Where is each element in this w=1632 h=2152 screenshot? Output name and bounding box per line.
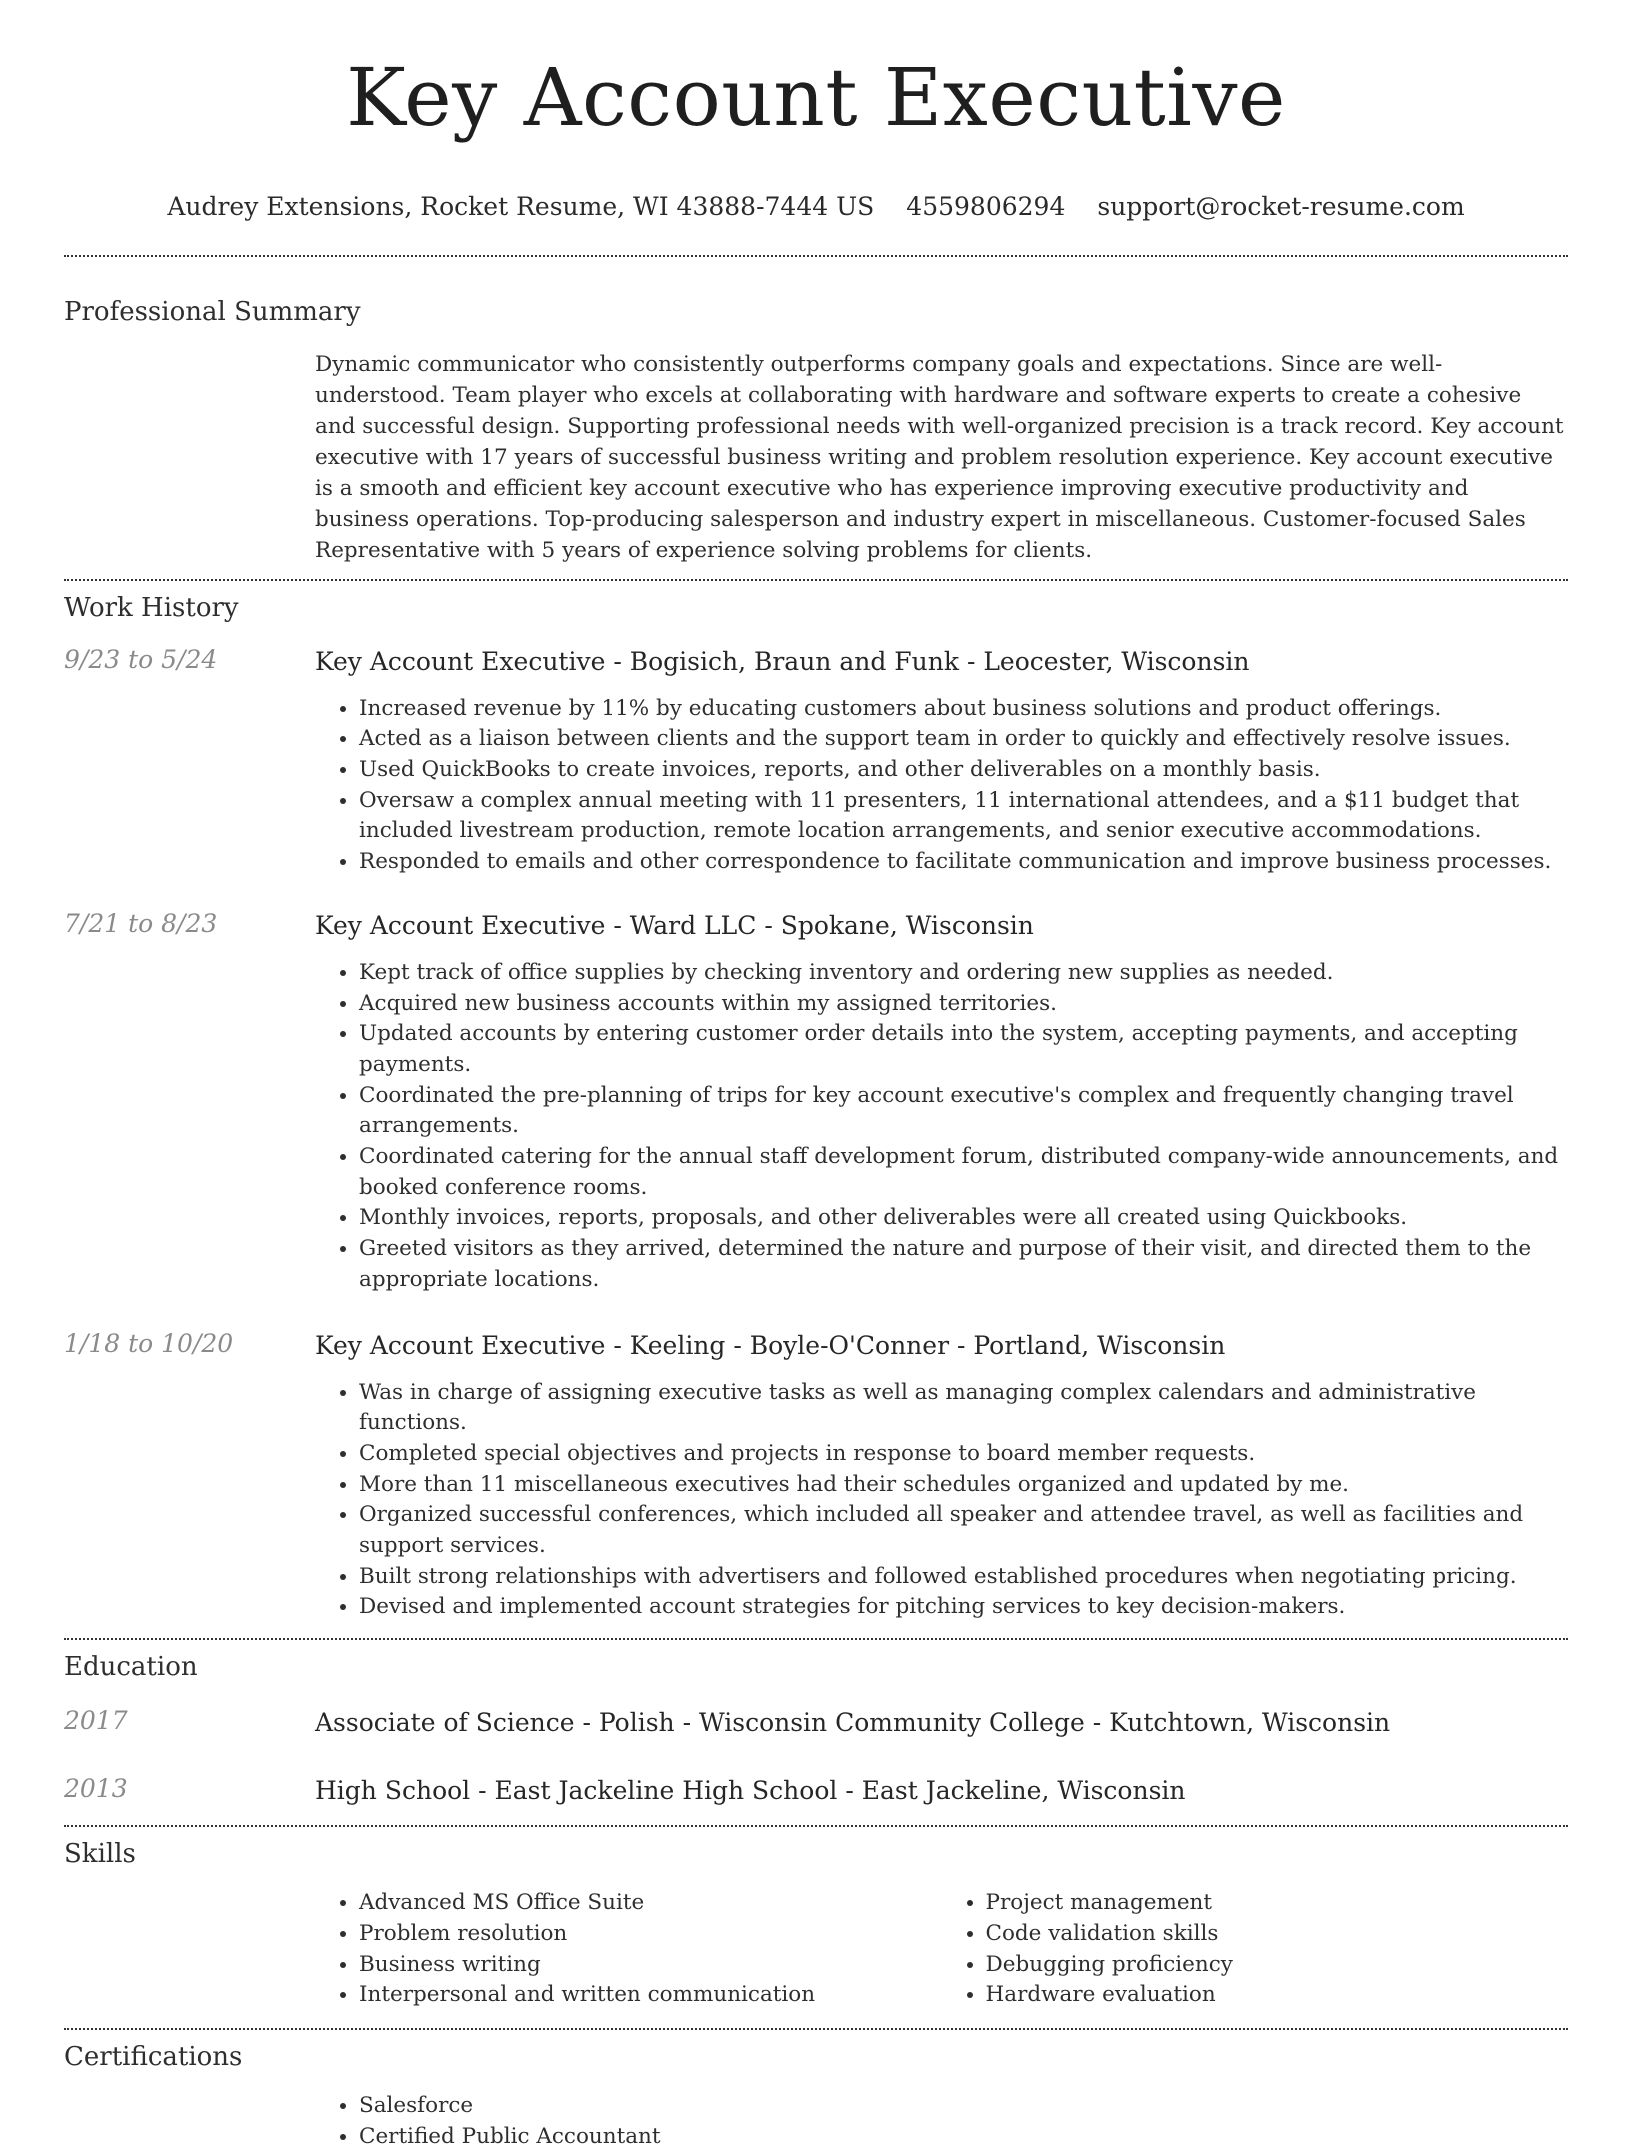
job-heading: Key Account Executive - Bogisich, Braun and Funk - Leocester, Wisconsin [315, 646, 1250, 676]
skill-item: • Code validation skills [986, 1919, 1569, 1950]
list-item: • Completed special objectives and projects in response to board member requests. [359, 1439, 1568, 1470]
job-bullets [315, 1378, 1568, 1624]
list-item: • Kept track of office supplies by checking inventory and ordering new supplies as needed. [359, 958, 1568, 989]
section-divider [64, 1638, 1568, 1640]
summary-title: Professional Summary [64, 296, 361, 327]
section-divider [64, 2028, 1568, 2030]
education-year: 2013 [64, 1774, 128, 1804]
list-item: • Organized successful conferences, which included all speaker and attendee travel, as well as facilities and support services. [359, 1500, 1568, 1561]
certification-item: • Salesforce [359, 2091, 1568, 2122]
skill-item: • Advanced MS Office Suite [359, 1888, 942, 1919]
job-entry [64, 1329, 1568, 1624]
work-history-title: Work History [64, 592, 239, 623]
contact-email: support@rocket-resume.com [1097, 191, 1465, 221]
education-entry [64, 1774, 1568, 1808]
certification-item: • Certified Public Accountant [359, 2122, 1568, 2152]
certifications-title: Certifications [64, 2041, 243, 2072]
skills-spacer [64, 1888, 315, 2011]
list-item: • Was in charge of assigning executive tasks as well as managing complex calendars and administrative functions. [359, 1378, 1568, 1439]
header-divider [64, 255, 1568, 257]
list-item: • Used QuickBooks to create invoices, reports, and other deliverables on a monthly basis. [359, 755, 1568, 786]
skill-item: • Business writing [359, 1950, 942, 1981]
contact-address: Audrey Extensions, Rocket Resume, WI 43888-7444 US [167, 191, 875, 221]
list-item: • Monthly invoices, reports, proposals, and other deliverables were all created using Quickbooks. [359, 1203, 1568, 1234]
section-divider [64, 1825, 1568, 1827]
list-item: • Updated accounts by entering customer order details into the system, accepting payments, and accepting payments. [359, 1019, 1568, 1080]
list-item: • Responded to emails and other correspondence to facilitate communication and improve business processes. [359, 847, 1568, 878]
skill-item: • Project management [986, 1888, 1569, 1919]
skills-section [64, 1839, 1568, 2011]
skills-list-right [942, 1888, 1569, 2011]
list-item: • Coordinated catering for the annual staff development forum, distributed company-wide announcements, and booked conference rooms. [359, 1142, 1568, 1203]
list-item: • Acquired new business accounts within my assigned territories. [359, 989, 1568, 1020]
resume-page [64, 0, 1568, 2152]
list-item: • Oversaw a complex annual meeting with 11 presenters, 11 international attendees, and a $11 budget that included livestream production, remote location arrangements, and senior executive accommodations. [359, 786, 1568, 847]
job-dates: 9/23 to 5/24 [64, 644, 218, 674]
skill-item: • Debugging proficiency [986, 1950, 1569, 1981]
list-item: • More than 11 miscellaneous executives had their schedules organized and updated by me. [359, 1470, 1568, 1501]
education-title: Education [64, 1652, 198, 1683]
work-history-section [64, 593, 1568, 1624]
job-entry [64, 645, 1568, 878]
skills-title: Skills [64, 1839, 136, 1870]
skill-item: • Interpersonal and written communication [359, 1980, 942, 2011]
education-heading: High School - East Jackeline High School - East Jackeline, Wisconsin [315, 1776, 1186, 1806]
candidate-name: Key Account Executive [346, 51, 1286, 144]
certifications-list [315, 2091, 1568, 2152]
skill-item: • Hardware evaluation [986, 1980, 1569, 2011]
job-heading: Key Account Executive - Ward LLC - Spokane, Wisconsin [315, 910, 1034, 940]
education-year: 2017 [64, 1706, 128, 1736]
education-entry [64, 1706, 1568, 1740]
summary-text: Dynamic communicator who consistently outperforms company goals and expectations. Since are well-understood. Team player who excels at collaborating with hardware and software experts to create a cohesive and successful design. Supporting professional needs with well-organized precision is a track record. Key account executive with 17 years of successful business writing and problem resolution experience. Key account executive is a smooth and efficient key account executive who has experience improving executive productivity and business operations. Top-producing salesperson and industry expert in miscellaneous. Customer-focused Sales Representative with 5 years of experience solving problems for clients. [315, 351, 1564, 563]
list-item: • Devised and implemented account strategies for pitching services to key decision-makers. [359, 1592, 1568, 1623]
skills-grid [315, 1888, 1568, 2011]
contact-phone: 4559806294 [906, 191, 1066, 221]
job-bullets [315, 958, 1568, 1296]
list-item: • Greeted visitors as they arrived, determined the nature and purpose of their visit, and directed them to the appropriate locations. [359, 1234, 1568, 1295]
job-dates: 1/18 to 10/20 [64, 1328, 234, 1358]
section-divider [64, 579, 1568, 581]
summary-spacer [64, 349, 315, 566]
list-item: • Coordinated the pre-planning of trips for key account executive's complex and frequently changing travel arrangements. [359, 1081, 1568, 1142]
summary-section [64, 297, 1568, 566]
education-section [64, 1652, 1568, 1808]
job-heading: Key Account Executive - Keeling - Boyle-O'Conner - Portland, Wisconsin [315, 1330, 1226, 1360]
education-heading: Associate of Science - Polish - Wisconsin Community College - Kutchtown, Wisconsin [315, 1708, 1391, 1738]
skills-list-left [315, 1888, 942, 2011]
contact-line [64, 192, 1568, 221]
job-dates: 7/21 to 8/23 [64, 908, 218, 938]
certifications-section [64, 2042, 1568, 2152]
job-bullets [315, 694, 1568, 878]
job-entry [64, 909, 1568, 1296]
skill-item: • Problem resolution [359, 1919, 942, 1950]
list-item: • Built strong relationships with advertisers and followed established procedures when negotiating pricing. [359, 1562, 1568, 1593]
list-item: • Increased revenue by 11% by educating customers about business solutions and product offerings. [359, 694, 1568, 725]
list-item: • Acted as a liaison between clients and the support team in order to quickly and effectively resolve issues. [359, 724, 1568, 755]
certifications-spacer [64, 2091, 315, 2152]
